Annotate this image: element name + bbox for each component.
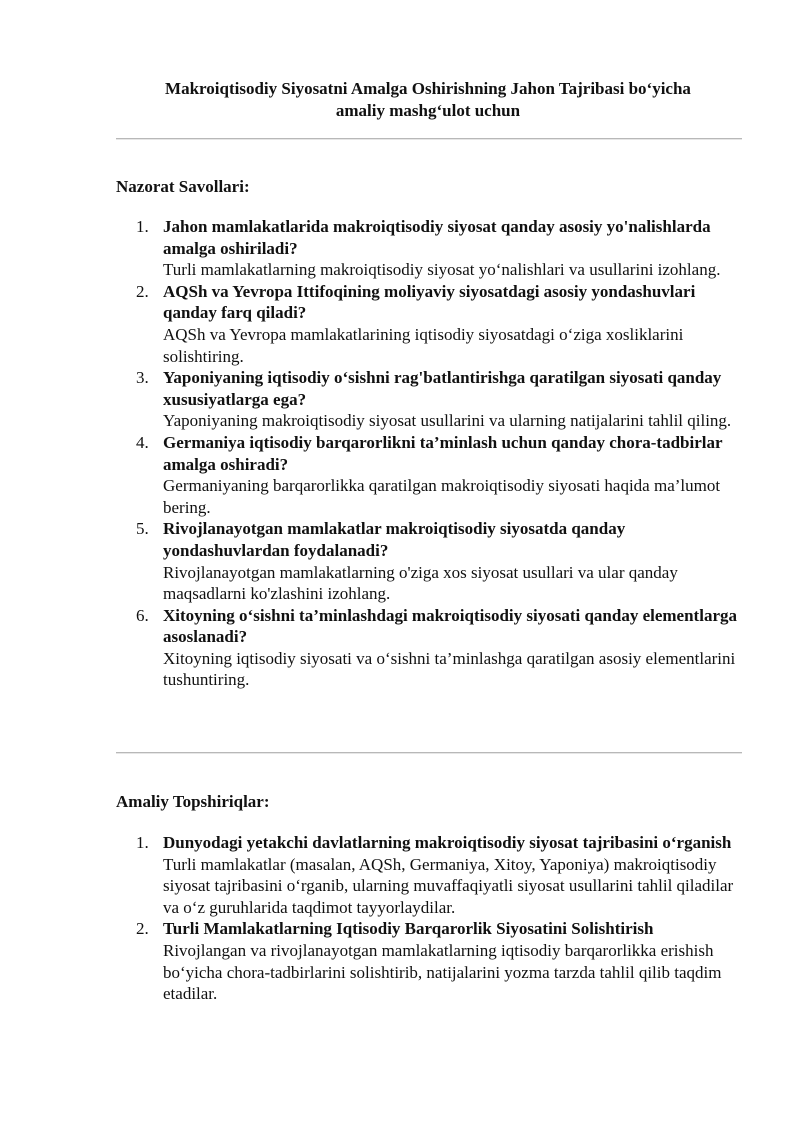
question-description: Germaniyaning barqarorlikka qaratilgan makroiqtisodiy siyosati haqida ma’lumot bering.	[163, 476, 721, 517]
question-description: Yaponiyaning makroiqtisodiy siyosat usullarini va ularning natijalarini tahlil qiling.	[163, 411, 732, 431]
title-line-1: Makroiqtisodiy Siyosatni Amalga Oshirishning Jahon Tajribasi bo‘yicha	[165, 79, 691, 98]
item-number: 3.	[136, 368, 149, 388]
question-description: AQSh va Yevropa mamlakatlarining iqtisodiy siyosatdagi o‘ziga xosliklarini solishtiring.	[163, 324, 684, 366]
item-number: 2.	[136, 281, 149, 301]
item-number: 4.	[136, 432, 149, 452]
divider	[116, 138, 742, 140]
list-item	[116, 281, 746, 367]
question-description: Turli mamlakatlarning makroiqtisodiy siyosat yo‘nalishlari va usullarini izohlang.	[163, 260, 721, 280]
question-text: Xitoyning o‘sishni ta’minlashdagi makroiqtisodiy siyosati qanday elementlarga asoslanadi?	[163, 605, 737, 647]
task-title: Dunyodagi yetakchi davlatlarning makroiqtisodiy siyosat tajribasini o‘rganish	[163, 833, 732, 852]
task-description: Rivojlangan va rivojlanayotgan mamlakatlarning iqtisodiy barqarorlikka erishish bo‘yicha chora-tadbirlarini solishtirib, natijalarini yozma tarzda tahlil qilib taqdim etadilar.	[163, 940, 722, 1004]
questions-heading: Nazorat Savollari:	[116, 177, 250, 196]
question-text: Jahon mamlakatlarida makroiqtisodiy siyosat qanday asosiy yo'nalishlarda amalga oshiriladi?	[163, 217, 711, 258]
item-number: 1.	[136, 217, 149, 236]
tasks-list	[116, 832, 746, 1005]
item-number: 5.	[136, 519, 149, 539]
question-description: Rivojlanayotgan mamlakatlarning o'ziga xos siyosat usullari va ular qanday maqsadlarni ko'zlashini izohlang.	[163, 562, 678, 604]
list-item	[116, 367, 746, 432]
item-number: 2.	[136, 919, 149, 939]
item-number: 1.	[136, 833, 149, 852]
question-description: Xitoyning iqtisodiy siyosati va o‘sishni ta’minlashga qaratilgan asosiy elementlarini tushuntiring.	[163, 648, 736, 690]
task-description: Turli mamlakatlar (masalan, AQSh, Germaniya, Xitoy, Yaponiya) makroiqtisodiy siyosat tajribasini o‘rganib, ularning muvaffaqiyatli siyosat usullarini tahlil qiladilar va o‘z guruhlarida taqdimot tayyorlaydilar.	[163, 854, 734, 917]
question-text: AQSh va Yevropa Ittifoqining moliyaviy siyosatdagi asosiy yondashuvlari qanday farq qiladi?	[163, 281, 696, 323]
item-number: 6.	[136, 605, 149, 625]
task-title: Turli Mamlakatlarning Iqtisodiy Barqarorlik Siyosatini Solishtirish	[163, 919, 654, 939]
questions-list	[116, 216, 746, 691]
tasks-heading: Amaliy Topshiriqlar:	[116, 792, 270, 811]
title-line-2: amaliy mashg‘ulot uchun	[335, 101, 521, 120]
question-text: Germaniya iqtisodiy barqarorlikni ta’minlash uchun qanday chora-tadbirlar amalga oshiradi?	[163, 432, 723, 474]
document-title	[100, 78, 756, 122]
list-item	[116, 216, 746, 281]
list-item	[116, 832, 746, 918]
list-item	[116, 918, 746, 1004]
question-text: Yaponiyaning iqtisodiy o‘sishni rag'batlantirishga qaratilgan siyosati qanday xususiyatlarga ega?	[163, 368, 722, 409]
list-item	[116, 605, 746, 691]
list-item	[116, 432, 746, 518]
question-text: Rivojlanayotgan mamlakatlar makroiqtisodiy siyosatda qanday yondashuvlardan foydalanadi?	[163, 519, 626, 560]
divider	[116, 752, 742, 754]
list-item	[116, 518, 746, 604]
